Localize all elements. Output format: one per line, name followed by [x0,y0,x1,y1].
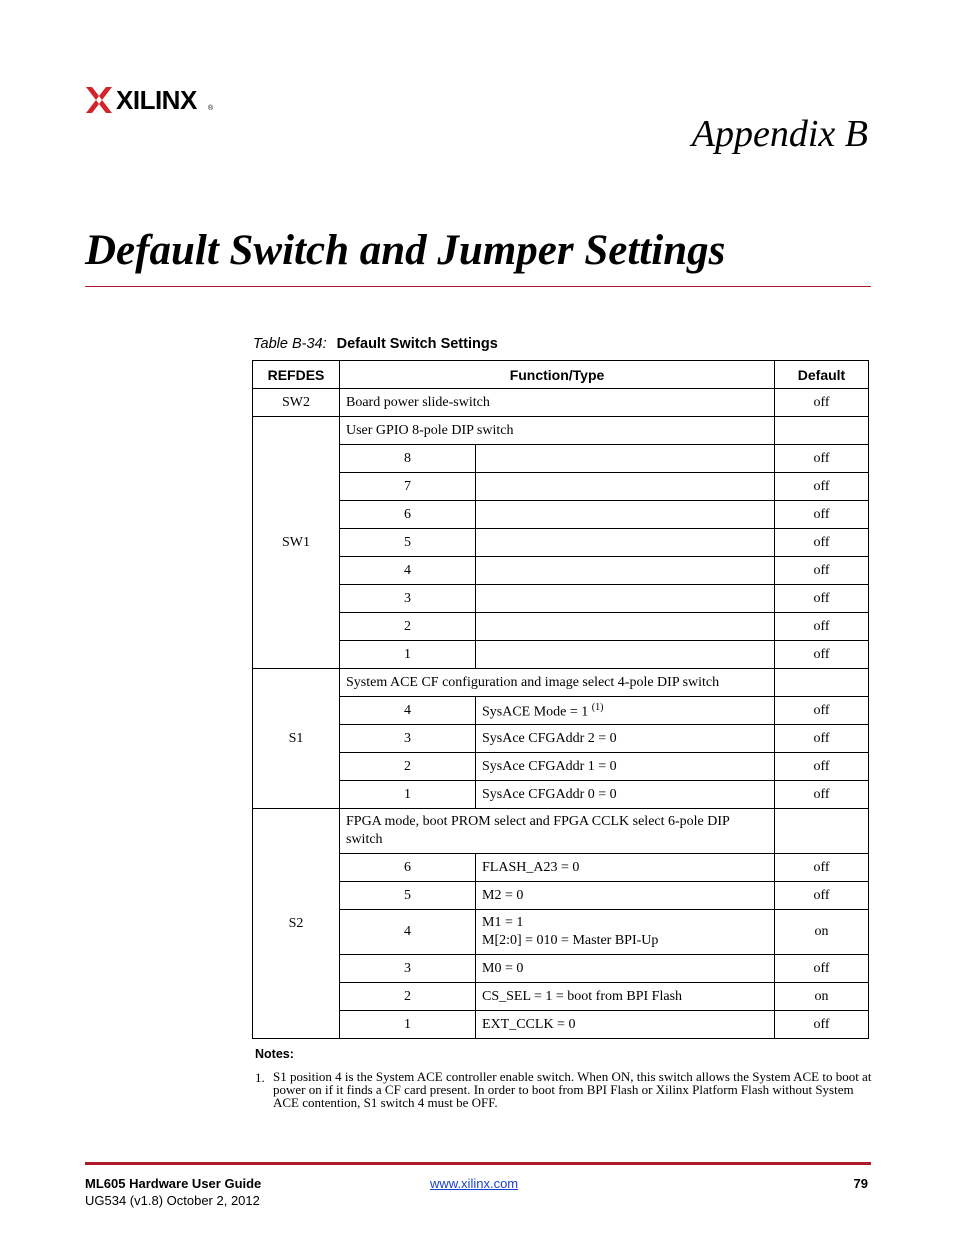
position-cell: 1 [340,641,476,669]
default-cell [775,669,869,697]
default-cell: off [775,1011,869,1039]
header-refdes: REFDES [253,361,340,389]
default-cell: off [775,697,869,725]
description-cell: FLASH_A23 = 0 [476,854,775,882]
table-row [253,389,869,417]
position-cell: 6 [340,854,476,882]
position-cell: 4 [340,557,476,585]
table-row [253,501,869,529]
position-cell: 4 [340,697,476,725]
default-cell: off [775,473,869,501]
description-cell [476,501,775,529]
description-cell: CS_SEL = 1 = boot from BPI Flash [476,983,775,1011]
note-number: 1. [255,1070,265,1085]
table-row [253,529,869,557]
position-cell: 8 [340,445,476,473]
default-cell: off [775,501,869,529]
default-switch-settings-table [252,360,869,1039]
default-cell: off [775,955,869,983]
description-line: M[2:0] = 010 = Master BPI-Up [482,933,659,948]
refdes-cell: SW1 [253,417,340,669]
description-cell: SysAce CFGAddr 1 = 0 [476,753,775,781]
default-cell: off [775,882,869,910]
position-cell: 2 [340,983,476,1011]
footnote-ref: (1) [591,702,604,714]
table-row [253,983,869,1011]
header-function-type: Function/Type [340,361,775,389]
default-cell: off [775,557,869,585]
table-row [253,641,869,669]
position-cell: 5 [340,529,476,557]
table-row [253,854,869,882]
table-row [253,445,869,473]
table-row [253,697,869,725]
description-cell: SysAce CFGAddr 0 = 0 [476,781,775,809]
description-cell [476,641,775,669]
description-cell [476,557,775,585]
default-cell: off [775,613,869,641]
default-cell: on [775,983,869,1011]
table-row [253,613,869,641]
description-cell [476,473,775,501]
description-cell [476,613,775,641]
table-row [253,809,869,854]
description-cell: SysAce CFGAddr 2 = 0 [476,725,775,753]
xilinx-logo [86,86,221,116]
table-row [253,725,869,753]
position-cell: 1 [340,781,476,809]
position-cell: 2 [340,613,476,641]
notes-heading: Notes: [255,1047,294,1061]
function-cell: Board power slide-switch [340,389,775,417]
description-cell: EXT_CCLK = 0 [476,1011,775,1039]
default-cell: off [775,725,869,753]
table-row [253,585,869,613]
description-cell [476,529,775,557]
table-row [253,781,869,809]
page-title: Default Switch and Jumper Settings [85,227,726,274]
default-cell: off [775,529,869,557]
function-cell: User GPIO 8-pole DIP switch [340,417,775,445]
table-caption-number: Table B-34: [253,336,327,352]
default-cell: off [775,781,869,809]
header-default: Default [775,361,869,389]
position-cell: 6 [340,501,476,529]
description-cell: M2 = 0 [476,882,775,910]
table-row [253,417,869,445]
function-cell: System ACE CF configuration and image select 4-pole DIP switch [340,669,775,697]
position-cell: 3 [340,585,476,613]
default-cell: off [775,445,869,473]
function-cell: FPGA mode, boot PROM select and FPGA CCLK select 6-pole DIP switch [340,809,775,854]
table-row [253,910,869,955]
table-row [253,955,869,983]
table-row [253,557,869,585]
position-cell: 5 [340,882,476,910]
default-cell: on [775,910,869,955]
position-cell: 3 [340,725,476,753]
default-cell: off [775,389,869,417]
description-line: M1 = 1 [482,915,524,930]
default-cell: off [775,641,869,669]
position-cell: 1 [340,1011,476,1039]
table-row [253,882,869,910]
table-row [253,669,869,697]
position-cell: 4 [340,910,476,955]
default-cell: off [775,854,869,882]
table-row [253,753,869,781]
table-caption-title: Default Switch Settings [336,336,498,352]
footer-version: UG534 (v1.8) October 2, 2012 [85,1193,260,1208]
page-number: 79 [853,1176,868,1191]
xilinx-x-icon [86,87,112,113]
position-cell: 2 [340,753,476,781]
table-header-row [253,361,869,389]
description-cell [476,445,775,473]
description-cell [476,585,775,613]
table-caption [253,336,498,352]
footer-website-link[interactable]: www.xilinx.com [430,1176,519,1191]
logo-registered-mark: ® [208,105,214,112]
refdes-cell: SW2 [253,389,340,417]
footer-rule [85,1162,871,1165]
position-cell: 3 [340,955,476,983]
logo-wordmark: XILINX [116,85,197,115]
position-cell: 7 [340,473,476,501]
default-cell [775,417,869,445]
default-cell [775,809,869,854]
description-cell [476,697,775,725]
description-cell: M0 = 0 [476,955,775,983]
note-text: S1 position 4 is the System ACE controller enable switch. When ON, this switch allows the System ACE to boot at power on if it finds a CF card present. In order to boot from BPI Flash or Xilinx Platform Flash without System ACE contention, S1 switch 4 must be OFF. [273,1069,872,1110]
default-cell: off [775,753,869,781]
title-rule [85,286,871,287]
table-row [253,1011,869,1039]
refdes-cell: S2 [253,809,340,1039]
table-row [253,473,869,501]
refdes-cell: S1 [253,669,340,809]
default-cell: off [775,585,869,613]
footer-guide-title: ML605 Hardware User Guide [85,1176,262,1191]
appendix-label: Appendix B [691,113,868,155]
description-cell [476,910,775,955]
description-text: SysACE Mode = 1 [482,704,589,720]
